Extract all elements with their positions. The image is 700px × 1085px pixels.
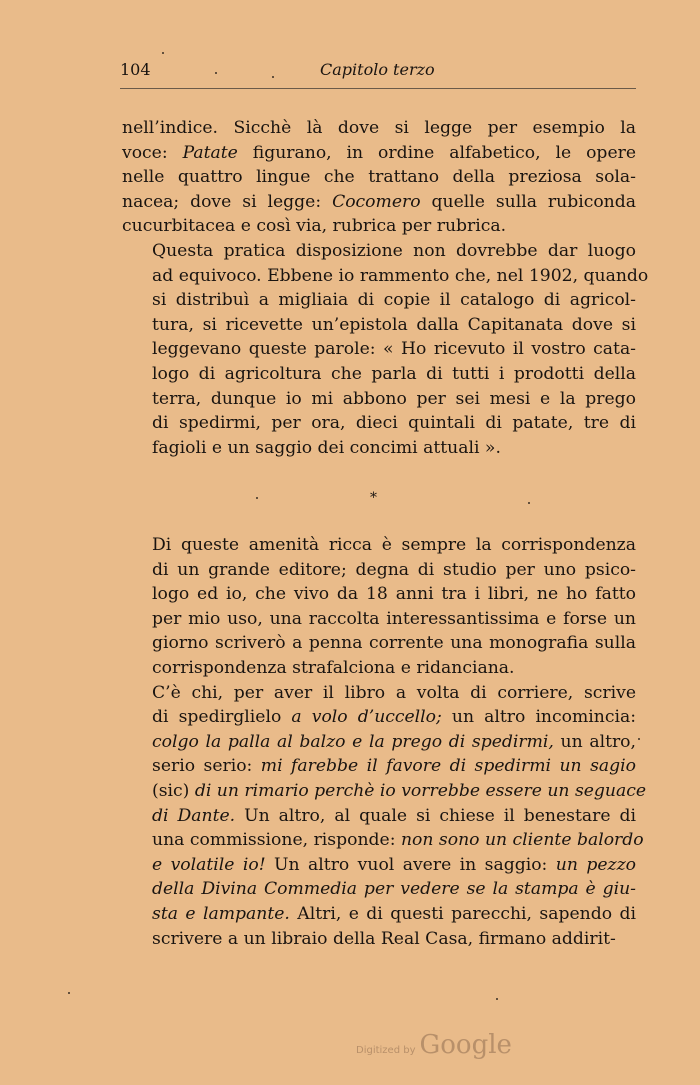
text-line (122, 337, 636, 362)
text-line (122, 877, 636, 902)
text-line (122, 754, 636, 779)
running-head: Capitolo terzo (320, 60, 435, 79)
text-run: scrivere a un libraio della Real Casa, firmano addirit- (152, 928, 616, 949)
text-line (122, 705, 636, 730)
text-line (122, 288, 636, 313)
italic-text: Cocomero (332, 191, 421, 212)
text-line (122, 165, 636, 190)
italic-text: di Dante. (152, 805, 236, 826)
text-line (122, 607, 636, 632)
text-run: una commissione, risponde: (152, 830, 401, 851)
text-line (122, 558, 636, 583)
page-number: 104 (120, 60, 151, 79)
speck (638, 738, 640, 740)
text-line (122, 214, 636, 239)
text-run: cucurbitacea e così via, rubrica per rubrica. (122, 216, 507, 237)
text-run: ad equivoco. Ebbene io rammento che, nel 1902, quando (152, 265, 649, 286)
text-line (122, 582, 636, 607)
text-block-top (122, 116, 649, 460)
text-run: Un altro, al quale si chiese il benestare di (235, 805, 636, 826)
header-rule (120, 88, 636, 89)
text-run: logo ed io, che vivo da 18 anni tra i libri, ne ho fatto (152, 584, 636, 605)
text-run: nell’indice. Sicchè là dove si legge per esempio la (122, 118, 636, 138)
text-line (122, 902, 636, 927)
text-run: figurano, in ordine alfabetico, le opere (237, 142, 636, 163)
text-run: voce: (122, 142, 183, 163)
text-line (122, 779, 647, 804)
text-line (122, 313, 636, 338)
paragraph (122, 533, 636, 681)
text-line (122, 264, 649, 289)
text-run: un altro incomincia: (441, 707, 637, 728)
paragraph (122, 239, 649, 460)
digitized-watermark (356, 1030, 512, 1060)
paragraph (122, 681, 647, 952)
text-run: nacea; dove si legge: (122, 191, 333, 212)
text-line (122, 190, 636, 215)
text-run: corrispondenza strafalciona e ridanciana. (152, 657, 515, 678)
text-line (122, 387, 636, 412)
speck (528, 502, 530, 504)
text-run: leggevano queste parole: « Ho ricevuto il vostro cata- (152, 339, 636, 360)
italic-text: e volatile io! (152, 854, 266, 875)
text-line (122, 436, 636, 461)
text-line (122, 362, 636, 387)
text-run: Un altro vuol avere in saggio: (265, 854, 556, 875)
text-run: nelle quattro lingue che trattano della preziosa sola- (122, 167, 636, 188)
speck (272, 76, 274, 78)
text-line (122, 656, 636, 681)
speck (256, 497, 258, 499)
google-logo: Google (419, 1030, 512, 1060)
italic-text: a volo d’uccello; (291, 707, 442, 728)
text-run: logo di agricoltura che parla di tutti i prodotti della (152, 363, 636, 384)
italic-text: sta e lampante. (152, 903, 290, 924)
italic-text: Patate (182, 142, 238, 163)
text-run: di spedirmi, per ora, dieci quintali di patate, tre di (152, 413, 636, 434)
speck (215, 72, 217, 74)
text-run: serio serio: (152, 756, 261, 777)
text-line (122, 828, 644, 853)
text-run: Di queste amenità ricca è sempre la corrispondenza (152, 535, 636, 555)
text-line (122, 239, 636, 264)
text-run: quelle sulla rubiconda (420, 191, 636, 212)
text-run: di un grande editore; degna di studio per uno psico- (152, 559, 636, 580)
speck (68, 992, 70, 994)
text-run: di spedirglielo (152, 707, 292, 728)
text-line (122, 853, 636, 878)
text-run: C’è chi, per aver il libro a volta di corriere, scrive (152, 682, 636, 703)
text-run: un altro, (553, 731, 636, 752)
italic-text: non sono un cliente balordo (400, 830, 644, 851)
text-line (122, 116, 636, 141)
text-run: (sic) (152, 780, 195, 801)
text-run: tura, si ricevette un’epistola dalla Capitanata dove si (152, 314, 636, 335)
text-line (122, 681, 636, 706)
text-run: per mio uso, una raccolta interessantissima e forse un (152, 608, 636, 629)
section-break-asterisk: * (370, 490, 377, 506)
text-line (122, 927, 636, 952)
italic-text: mi farebbe il favore di spedirmi un sagio (260, 756, 636, 777)
italic-text: della Divina Commedia per vedere se la stampa è giu- (152, 879, 636, 900)
watermark-prefix: Digitized by (356, 1045, 416, 1056)
speck (496, 998, 498, 1000)
text-block-bottom (122, 533, 647, 951)
text-run: giorno scriverò a penna corrente una monografia sulla (152, 633, 636, 654)
italic-text: di un rimario perchè io vorrebbe essere un seguace (194, 780, 647, 801)
text-run: Questa pratica disposizione non dovrebbe dar luogo (152, 240, 636, 261)
text-run: si distribuì a migliaia di copie il catalogo di agricol- (152, 290, 636, 311)
italic-text: un pezzo (555, 854, 636, 875)
text-line (122, 631, 636, 656)
text-line (122, 730, 636, 755)
text-line (122, 141, 636, 166)
text-line (122, 411, 636, 436)
italic-text: colgo la palla al balzo e la prego di spedirmi, (152, 731, 554, 752)
text-run: terra, dunque io mi abbono per sei mesi e la prego (152, 388, 636, 409)
text-run: Altri, e di questi parecchi, sapendo di (289, 903, 636, 924)
text-line (122, 533, 636, 558)
speck (162, 52, 164, 54)
text-line (122, 804, 636, 829)
paragraph (122, 116, 636, 239)
text-run: fagioli e un saggio dei concimi attuali ». (152, 437, 501, 458)
page-header (120, 60, 636, 84)
